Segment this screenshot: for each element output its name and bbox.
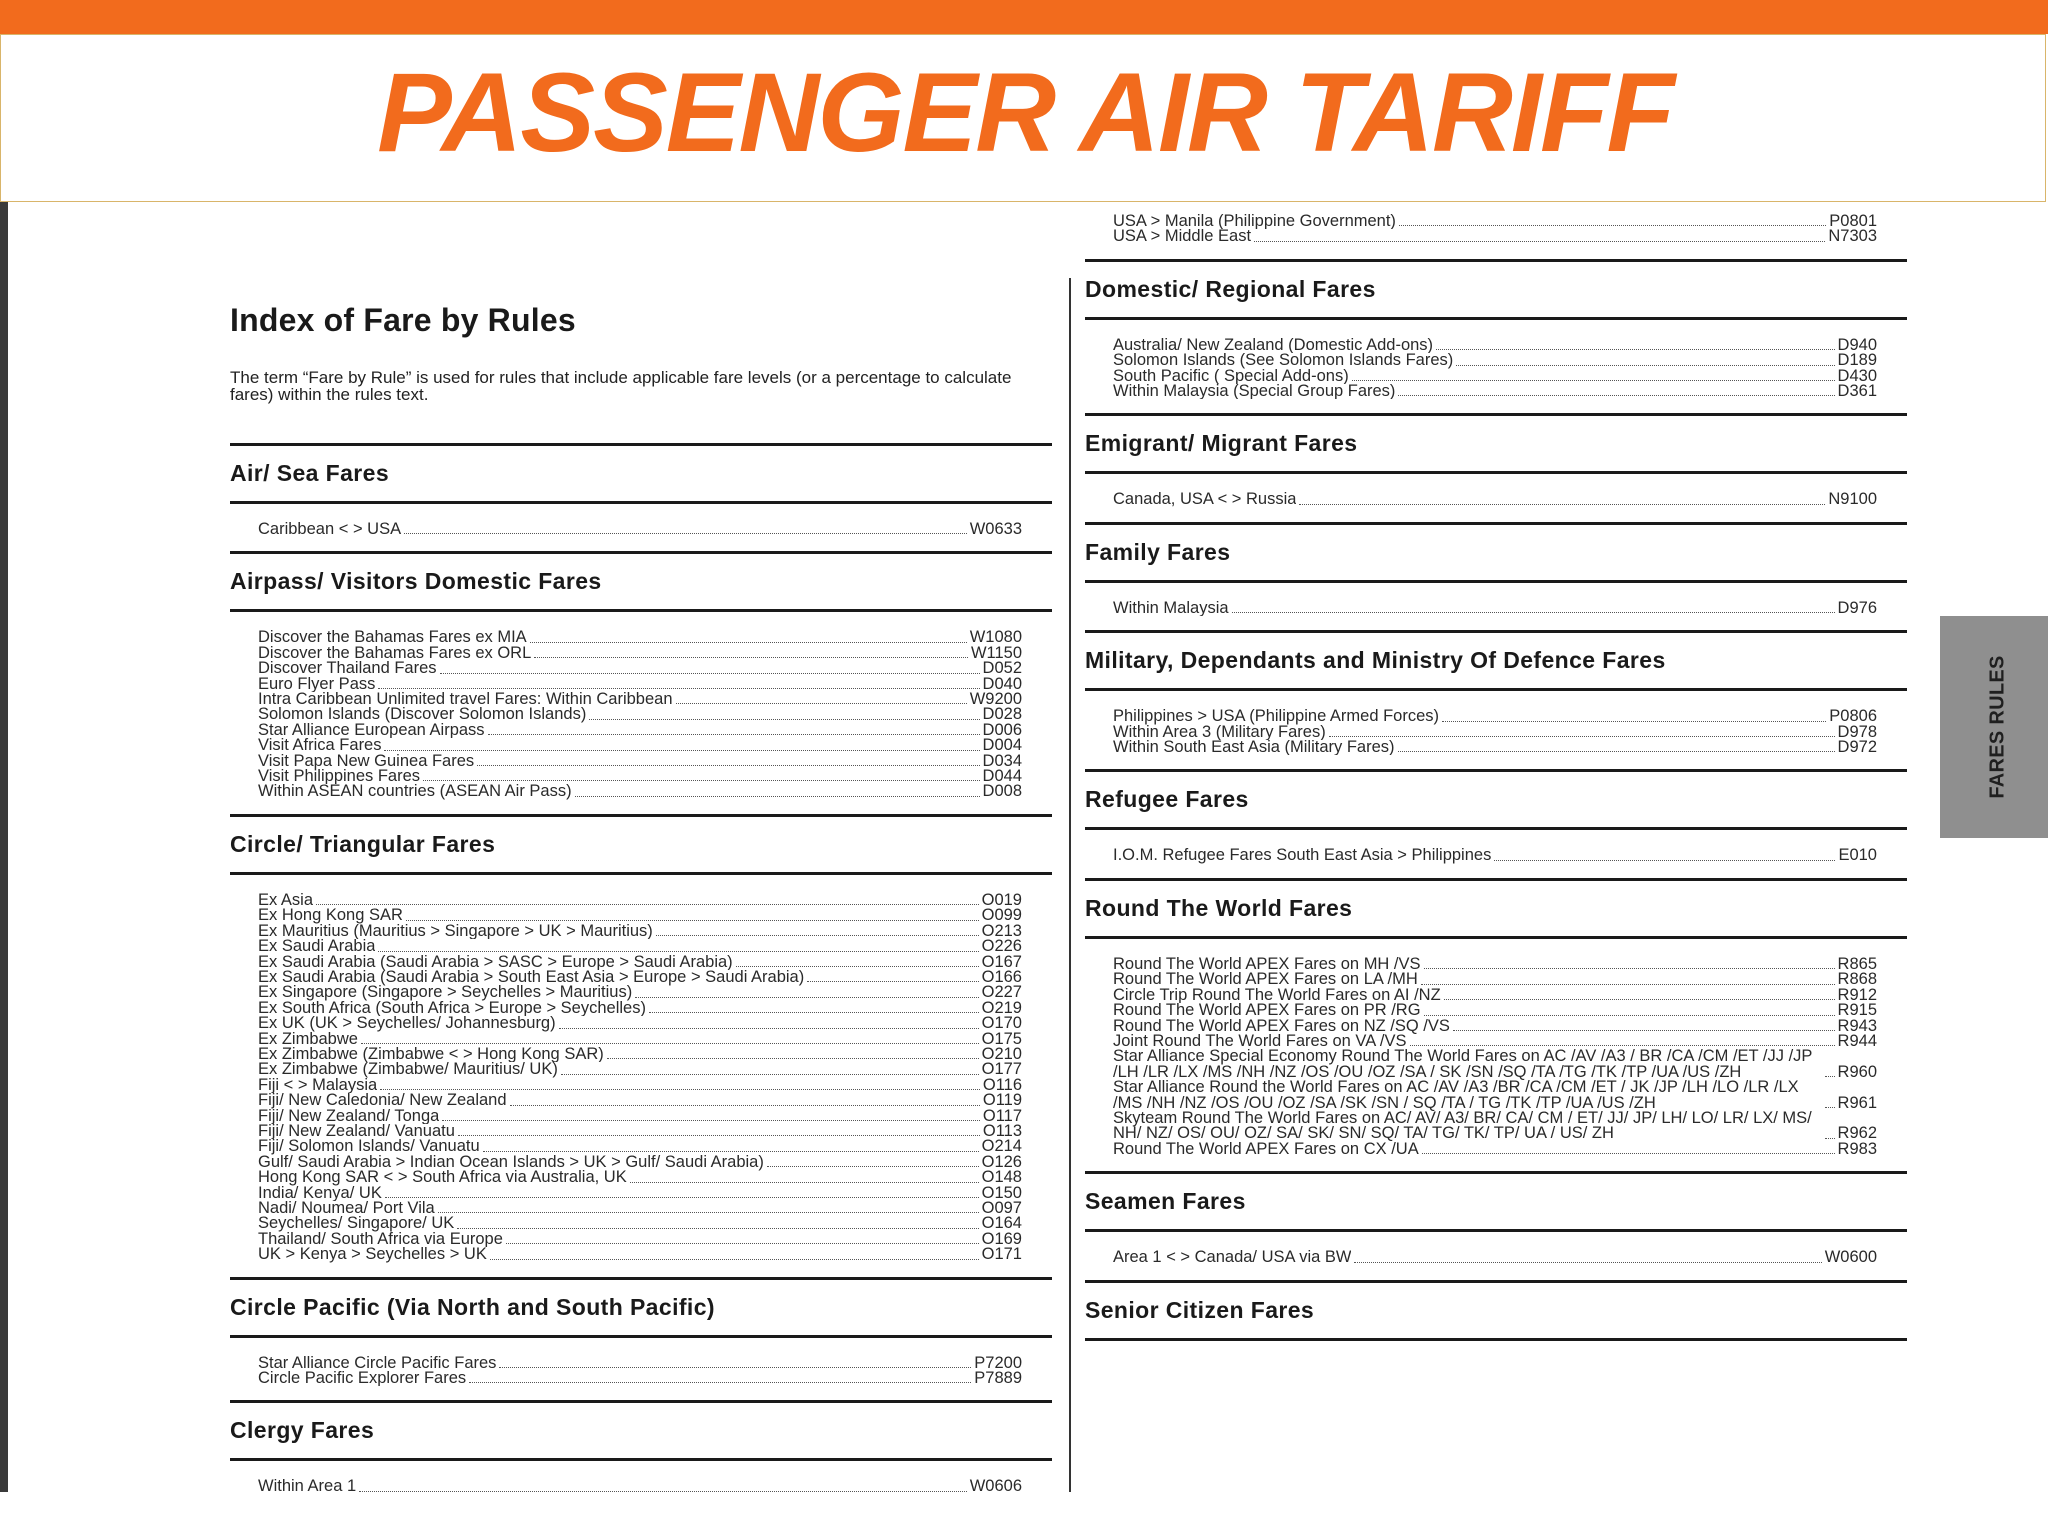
dot-leader [1399,225,1826,226]
entry-label: I.O.M. Refugee Fares South East Asia > Philippines [1113,848,1492,864]
index-entry [258,1016,1022,1031]
dot-leader [575,796,980,797]
rule-code: N9100 [1828,490,1877,509]
entry-label: Ex South Africa (South Africa > Europe > Seychelles) [258,1000,646,1017]
dot-leader [457,1228,978,1229]
entry-label: Discover the Bahamas Fares ex ORL [258,645,532,662]
rule-code: O169 [981,1229,1022,1248]
entry-label: Fiji/ New Zealand/ Tonga [258,1108,440,1124]
rule-code: O226 [981,937,1022,956]
entry-list [230,1338,1052,1401]
entry-label: Ex Singapore (Singapore > Seychelles > Mauritius) [258,985,633,1001]
rule-code: D004 [982,736,1022,755]
index-entry [258,692,1022,707]
dot-leader [736,966,979,967]
index-entry [258,890,1022,909]
entry-label: India/ Kenya/ UK [258,1185,382,1201]
rule-code: O177 [981,1060,1022,1079]
entry-list [230,875,1052,1277]
right-top-entries [1085,202,1907,259]
index-entry [258,1229,1022,1248]
index-entry [258,1247,1022,1262]
rule-code: W0606 [969,1477,1022,1492]
section-title: Clergy Fares [230,1417,375,1444]
index-entry [258,674,1022,693]
rule-code: P0801 [1829,212,1877,230]
fare-section [230,1277,1052,1401]
entry-label: Fiji/ Solomon Islands/ Vanuatu [258,1139,480,1155]
left-edge-bar [0,202,8,1492]
dot-leader [506,1243,979,1244]
rule-code: O210 [981,1044,1022,1063]
index-entry [1113,1049,1877,1080]
fare-section [1085,1171,1907,1279]
index-entry [1113,366,1877,385]
rule-code: R915 [1837,1001,1877,1020]
fare-section [1085,630,1907,769]
entry-label: UK > Kenya > Seychelles > UK [258,1247,487,1263]
dot-leader [559,1028,979,1029]
dot-leader [1456,365,1834,366]
entry-label: Ex Saudi Arabia (Saudi Arabia > South East Asia > Europe > Saudi Arabia) [258,967,805,986]
index-heading: Index of Fare by Rules [230,302,576,338]
dot-leader [1232,612,1835,613]
dot-leader [1436,349,1834,350]
index-entry [258,1152,1022,1171]
index-entry [258,1029,1022,1048]
dot-leader [1825,1076,1835,1077]
index-entry [258,630,1022,645]
dot-leader [469,1382,971,1383]
dot-leader [630,1182,979,1183]
entry-label: USA > Middle East [1113,229,1252,245]
dot-leader [1424,968,1835,969]
rule-code: N7303 [1828,227,1877,246]
dot-leader [656,935,979,936]
entry-label: Visit Philippines Fares [258,769,421,785]
entry-label: Within Area 3 (Military Fares) [1113,724,1326,741]
dot-leader [561,1074,979,1075]
rule-code: O227 [981,983,1022,1002]
entry-label: Within South East Asia (Military Fares) [1113,740,1395,756]
dot-leader [1352,380,1835,381]
dot-leader [477,765,979,766]
rule-code: D430 [1837,366,1877,385]
index-entry [258,720,1022,739]
entry-label: Ex Zimbabwe (Zimbabwe < > Hong Kong SAR) [258,1046,604,1063]
index-entry [258,784,1022,799]
rule-code: O167 [981,952,1022,971]
entry-label: Within Malaysia (Special Group Fares) [1113,384,1396,400]
entry-label: Fiji/ New Zealand/ Vanuatu [258,1123,455,1140]
side-tab [1940,616,2048,838]
index-entry [1113,740,1877,755]
entry-label: Skyteam Round The World Fares on AC/ AV/ A3/ BR/ CA/ CM / ET/ JJ/ JP/ LH/ LO/ LR/ LX/ MS/ NH/ NZ/ OS/ OU/ OZ/ SA/ SK/ SN/ SQ/ TA/ TG/ TK/ TP/ UA / US/ ZH [1113,1108,1812,1143]
entry-label: Star Alliance European Airpass [258,722,485,739]
index-entry [1113,1139,1877,1158]
entry-label: Thailand/ South Africa via Europe [258,1231,503,1248]
index-entry [1113,954,1877,973]
index-entry [1113,1003,1877,1018]
dot-leader [635,997,978,998]
entry-list [230,504,1052,551]
dot-leader [1329,736,1835,737]
rule-code: D972 [1837,738,1877,757]
rule-code: O150 [981,1183,1022,1202]
entry-label: Solomon Islands (See Solomon Islands Fares) [1113,353,1454,369]
entry-label: Caribbean < > USA [258,522,402,538]
entry-label: Round The World APEX Fares on LA /MH [1113,972,1418,988]
dot-leader [442,1120,980,1121]
fare-section [1085,259,1907,414]
rule-code: O097 [981,1199,1022,1217]
entry-label: Euro Flyer Pass [258,676,376,693]
rule-code: R944 [1837,1031,1877,1050]
rule-code: D978 [1837,722,1877,741]
entry-label: Within Area 1 [258,1479,357,1492]
rule-code: P7889 [974,1369,1022,1388]
document-page [8,202,2048,1492]
entry-label: Within Malaysia [1113,600,1229,617]
index-entry [258,998,1022,1017]
dot-leader [359,1491,967,1492]
dot-leader [380,1089,980,1090]
entry-label: Fiji < > Malaysia [258,1077,378,1094]
entry-label: South Pacific ( Special Add-ons) [1113,368,1349,385]
section-title: Seamen Fares [1085,1188,1246,1215]
dot-leader [378,951,978,952]
column-divider [1069,278,1071,1492]
entry-label: Visit Papa New Guinea Fares [258,753,475,770]
rule-code: D052 [982,659,1022,678]
entry-label: Intra Caribbean Unlimited travel Fares: Within Caribbean [258,692,673,708]
dot-leader [440,673,980,674]
rule-code: W1150 [970,643,1022,662]
fare-section [1085,769,1907,877]
fare-section [230,551,1052,813]
rule-code: W9200 [969,690,1022,709]
index-entry [258,1353,1022,1372]
dot-leader [1299,504,1825,505]
entry-label: Hong Kong SAR < > South Africa via Australia, UK [258,1170,627,1186]
entry-label: Ex Mauritius (Mauritius > Singapore > UK > Mauritius) [258,923,653,940]
index-entry [1113,229,1877,244]
rule-code: O164 [981,1214,1022,1233]
entry-list [1085,1232,1907,1279]
dot-leader [1421,984,1835,985]
index-entry [258,1075,1022,1094]
intro-text: The term “Fare by Rule” is used for rules that include applicable fare levels (or a percentage to calculate fares) within the rules text. [230,368,1012,404]
section-title: Senior Citizen Fares [1085,1296,1315,1323]
index-entry [258,985,1022,1000]
dot-leader [316,904,979,905]
rule-code: D189 [1837,351,1877,370]
entry-label: Ex Zimbabwe [258,1031,358,1047]
dot-leader [607,1058,979,1059]
fare-section [230,443,1052,551]
dot-leader [807,981,978,982]
index-entry [258,769,1022,784]
rule-code: D006 [982,720,1022,739]
rule-code: R983 [1837,1139,1877,1158]
index-entry [1113,1108,1877,1143]
dot-leader [589,719,979,720]
fare-section [1085,522,1907,630]
index-entry [258,1201,1022,1216]
dot-leader [1422,1153,1835,1154]
index-entry [1113,1016,1877,1035]
dot-leader [385,1197,979,1198]
entry-label: Round The World APEX Fares on NZ /SQ /VS [1113,1018,1450,1034]
rule-code: R960 [1837,1062,1877,1081]
rule-code: R912 [1837,985,1877,1004]
dot-leader [1442,721,1826,722]
section-title: Air/ Sea Fares [230,460,390,486]
index-entry [1113,1080,1877,1111]
index-entry [1113,335,1877,354]
dot-leader [1825,1138,1835,1139]
section-title: Emigrant/ Migrant Fares [1085,430,1358,457]
section-title: Round The World Fares [1085,894,1353,921]
index-entry [258,908,1022,923]
entry-label: Joint Round The World Fares on VA /VS [1113,1033,1407,1050]
entry-label: Round The World APEX Fares on CX /UA [1113,1141,1419,1158]
rule-code: P0806 [1829,707,1877,726]
entry-list [230,612,1052,813]
entry-label: Solomon Islands (Discover Solomon Islands) [258,707,587,723]
index-entry [258,921,1022,940]
entry-label: Ex Saudi Arabia (Saudi Arabia > SASC > Europe > Saudi Arabia) [258,954,733,970]
index-entry [258,1479,1022,1492]
entry-list [1085,474,1907,521]
section-title: Military, Dependants and Ministry Of Defence Fares [1085,647,1666,674]
rule-code: D034 [982,751,1022,770]
entry-list [1085,691,1907,769]
rule-code: O113 [982,1121,1022,1140]
dot-leader [767,1166,979,1167]
dot-leader [1825,1107,1835,1108]
rule-code: O099 [981,906,1022,925]
section-title: Circle Pacific (Via North and South Pacific) [230,1293,715,1320]
rule-code: O214 [981,1137,1022,1156]
rule-code: W0600 [1824,1248,1877,1267]
rule-code: W1080 [969,628,1022,647]
index-entry [258,1371,1022,1386]
rule-code: O171 [981,1245,1022,1264]
index-entry [1113,1250,1877,1265]
dot-leader [1398,751,1835,752]
entry-label: Within ASEAN countries (ASEAN Air Pass) [258,784,572,800]
slide-title: PASSENGER AIR TARIFF [377,50,1673,175]
index-entry [258,1121,1022,1140]
fare-section [1085,1280,1907,1373]
entry-list [1085,583,1907,630]
entry-label: Seychelles/ Singapore/ UK [258,1216,455,1232]
index-entry [258,1183,1022,1202]
dot-leader [361,1043,979,1044]
index-entry [258,1062,1022,1077]
rule-code: P7200 [974,1353,1022,1372]
rule-code: D976 [1837,598,1877,617]
index-entry [1113,722,1877,741]
index-entry [1113,709,1877,724]
dot-leader [406,920,979,921]
entry-label: Ex Zimbabwe (Zimbabwe/ Mauritius/ UK) [258,1062,558,1078]
rule-code: O126 [981,1152,1022,1171]
index-entry [1113,972,1877,987]
rule-code: W0633 [969,520,1022,538]
entry-label: Canada, USA < > Russia [1113,492,1297,508]
side-tab-label: FARES RULES [1986,655,2009,799]
left-column [230,202,1052,1492]
dot-leader [490,1259,979,1260]
entry-label: Round The World APEX Fares on MH /VS [1113,956,1421,973]
section-title: Family Fares [1085,538,1231,565]
index-entry [258,643,1022,662]
rule-code: D044 [982,767,1022,786]
index-entry [258,1216,1022,1231]
top-accent-bar [0,0,2048,34]
dot-leader [530,642,967,643]
entry-label: Area 1 < > Canada/ USA via BW [1113,1250,1352,1266]
fare-section [230,814,1052,1277]
rule-code: O219 [981,998,1022,1017]
dot-leader [483,1151,979,1152]
dot-leader [458,1135,980,1136]
index-entry [1113,598,1877,617]
entry-label: USA > Manila (Philippine Government) [1113,214,1396,230]
index-entry [258,738,1022,753]
dot-leader [1444,999,1835,1000]
rule-code: D028 [982,705,1022,724]
entry-label: Star Alliance Round the World Fares on AC /AV /A3 /BR /CA /CM /ET / JK /JP /LH /LO /LR /LX /MS /NH /NZ /OS /OU /OZ /SA /SK /SN / SQ /TA / TG /TK /TP /UA /US /ZH [1113,1078,1799,1112]
index-entry [258,751,1022,770]
index-entry [258,1106,1022,1125]
fare-section [1085,413,1907,521]
dot-leader [676,703,967,704]
dot-leader [378,688,979,689]
dot-leader [510,1105,980,1106]
index-entry [258,522,1022,537]
entry-label: Visit Africa Fares [258,738,382,754]
index-entry [258,967,1022,986]
entry-label: Gulf/ Saudi Arabia > Indian Ocean Islands > UK > Gulf/ Saudi Arabia) [258,1152,764,1171]
fare-section [1085,878,1907,1171]
right-sections [1085,259,1907,1373]
rule-code: E010 [1838,846,1877,865]
rule-code: O148 [981,1168,1022,1187]
index-entry [1113,492,1877,507]
rule-code: D040 [982,674,1022,693]
left-sections [230,443,1052,1492]
entry-label: Nadi/ Noumea/ Port Vila [258,1201,435,1217]
entry-label: Discover Thailand Fares [258,661,437,677]
rule-code: O166 [981,967,1022,986]
dot-leader [1354,1262,1821,1263]
dot-leader [423,780,980,781]
entry-label: Circle Pacific Explorer Fares [258,1371,467,1387]
rule-code: D940 [1837,335,1877,354]
dot-leader [499,1367,971,1368]
dot-leader [534,657,968,658]
rule-code: R865 [1837,954,1877,973]
rule-code: O175 [981,1029,1022,1048]
entry-list [1085,320,1907,414]
title-banner [0,34,2046,202]
dot-leader [384,750,979,751]
section-title: Circle/ Triangular Fares [230,830,496,857]
index-entry [1113,985,1877,1004]
index-entry [1113,848,1877,863]
rule-code: O170 [981,1014,1022,1033]
rule-code: O213 [981,921,1022,940]
index-entry [258,707,1022,722]
entry-label: Australia/ New Zealand (Domestic Add-ons) [1113,337,1434,354]
rule-code: O117 [982,1106,1022,1125]
index-entry [258,1044,1022,1063]
rule-code: R961 [1837,1093,1877,1112]
entry-list [1085,939,1907,1171]
dot-leader [404,533,967,534]
index-entry [258,1093,1022,1108]
rule-code: R943 [1837,1016,1877,1035]
entry-list [1085,1341,1907,1373]
entry-label: Fiji/ New Caledonia/ New Zealand [258,1093,507,1109]
entry-label: Star Alliance Special Economy Round The World Fares on AC /AV /A3 / BR /CA /CM /ET /JJ /JP /LH /LR /LX /MS /NH /NZ /OS /OU /OZ /SA / SK /SN /SQ /TA /TG /TK /TP /UA /US /ZH [1113,1047,1813,1081]
rule-code: O119 [982,1091,1022,1110]
entry-label: Discover the Bahamas Fares ex MIA [258,630,527,646]
entry-label: Circle Trip Round The World Fares on AI /NZ [1113,987,1441,1004]
index-entry [258,939,1022,954]
entry-label: Philippines > USA (Philippine Armed Forces) [1113,709,1440,725]
fare-section [230,1400,1052,1492]
rule-code: D361 [1837,382,1877,401]
rule-code: R962 [1837,1124,1877,1143]
dot-leader [649,1012,979,1013]
dot-leader [1494,860,1835,861]
index-entry [1113,214,1877,229]
index-entry [1113,353,1877,368]
dot-leader [1453,1030,1835,1031]
entry-label: Ex Asia [258,892,314,909]
entry-label: Ex Hong Kong SAR [258,908,403,924]
entry-label: Ex UK (UK > Seychelles/ Johannesburg) [258,1016,556,1032]
right-column [1085,202,1907,1373]
dot-leader [1424,1015,1835,1016]
entry-label: Star Alliance Circle Pacific Fares [258,1355,497,1372]
rule-code: R868 [1837,970,1877,989]
index-entry [1113,384,1877,399]
rule-code: O019 [981,890,1022,909]
index-entry [258,661,1022,676]
dot-leader [1398,395,1834,396]
dot-leader [438,1212,979,1213]
entry-label: Ex Saudi Arabia [258,939,376,955]
rule-code: O116 [982,1075,1022,1094]
section-title: Refugee Fares [1085,786,1249,813]
dot-leader [1410,1045,1835,1046]
entry-label: Round The World APEX Fares on PR /RG [1113,1003,1421,1019]
rule-code: D008 [982,782,1022,801]
section-title: Airpass/ Visitors Domestic Fares [230,568,602,595]
dot-leader [488,734,980,735]
entry-list [1085,830,1907,877]
section-title: Domestic/ Regional Fares [1085,275,1376,302]
index-entry [258,1170,1022,1185]
dot-leader [1254,241,1825,242]
entry-list [230,1461,1052,1492]
